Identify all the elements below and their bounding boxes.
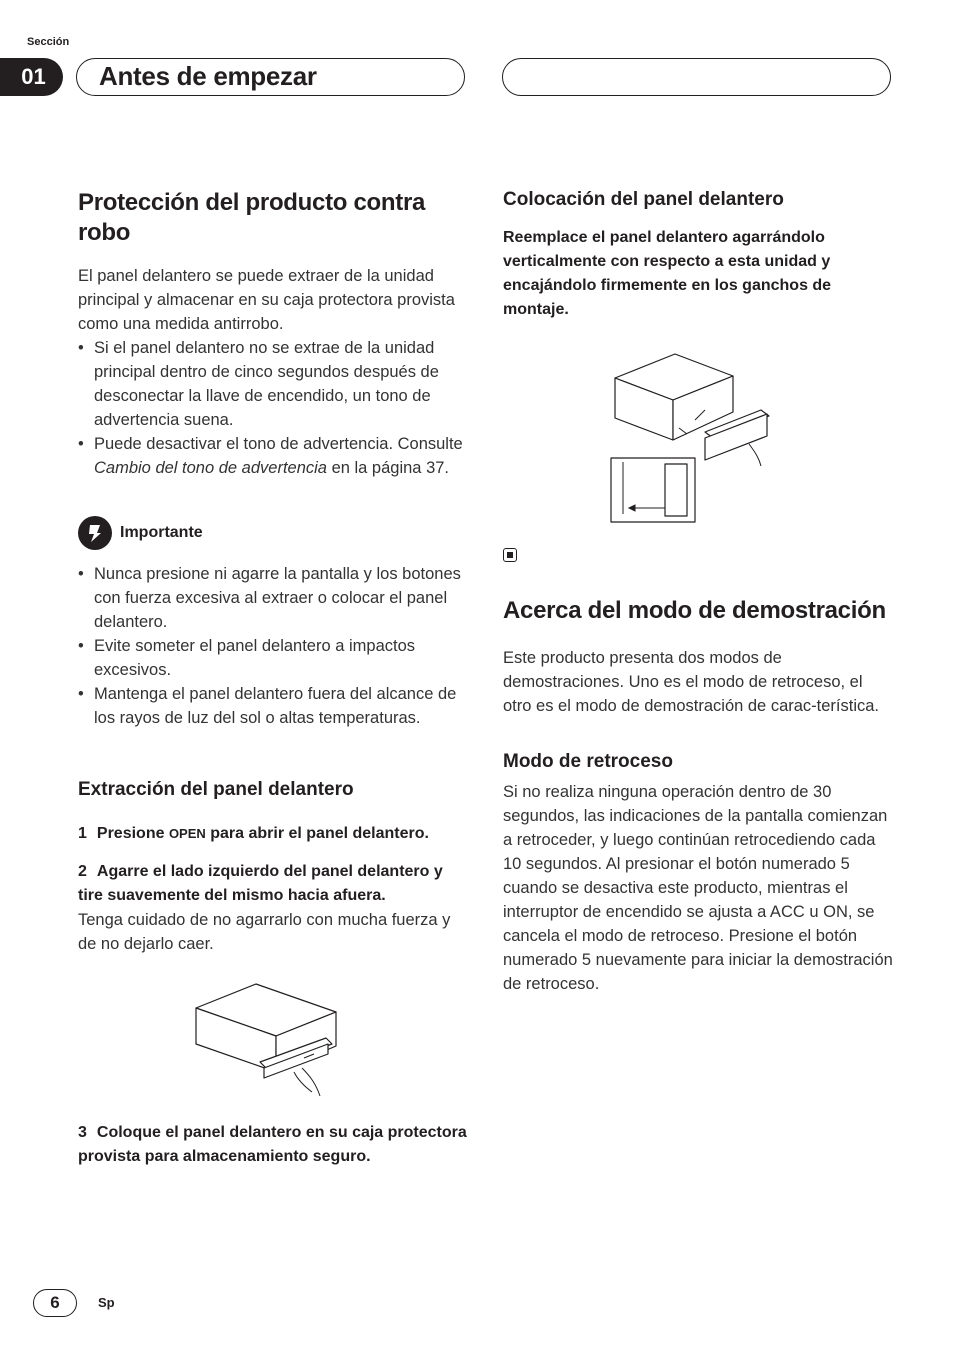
removal-step-3 <box>78 1121 468 1169</box>
removal-heading: Extracción del panel delantero <box>78 779 354 800</box>
end-of-section-icon <box>503 548 517 562</box>
title-pill <box>76 58 465 96</box>
step-number: 1 <box>78 825 87 842</box>
removal-step-2 <box>78 860 468 908</box>
right-column <box>503 188 893 996</box>
step-1-post: para abrir el panel delantero. <box>205 825 429 842</box>
theft-bullet-2 <box>78 432 468 480</box>
theft-intro: El panel delantero se puede extraer de la unidad principal y almacenar en su caja protectora provista como una medida antirrobo. <box>78 267 455 333</box>
important-item: • Nunca presione ni agarre la pantalla y los botones con fuerza excesiva al extraer o colocar el panel delantero. <box>78 562 468 634</box>
step-number: 3 <box>78 1124 87 1141</box>
rewind-heading: Modo de retroceso <box>503 751 673 772</box>
theft-heading: Protección del producto contra robo <box>78 189 426 246</box>
attach-illustration <box>503 348 893 528</box>
important-item: • Mantenga el panel delantero fuera del alcance de los rayos de luz del sol o altas temperaturas. <box>78 682 468 730</box>
attach-heading: Colocación del panel delantero <box>503 189 784 210</box>
removal-step-1 <box>78 822 468 846</box>
empty-header-pill <box>502 58 891 96</box>
step-1-pre: Presione <box>96 825 169 842</box>
demo-heading: Acerca del modo de demostración <box>503 597 886 624</box>
demo-intro: Este producto presenta dos modos de demostraciones. Uno es el modo de retroceso, el otro es el modo de demostración de carac-terística. <box>503 649 880 715</box>
language-code: Sp <box>98 1295 115 1310</box>
theft-bullet-1: • Si el panel delantero no se extrae de la unidad principal dentro de cinco segundos después de desconectar la llave de encendido, un tono de advertencia suena. <box>78 336 468 432</box>
important-label: Importante <box>120 524 203 541</box>
attach-instruction: Reemplace el panel delantero agarrándolo verticalmente con respecto a esta unidad y encajándolo firmemente en los ganchos de montaje. <box>503 229 832 318</box>
section-label: Sección <box>27 36 70 48</box>
step-number: 2 <box>78 863 87 880</box>
removal-step-2-note: Tenga cuidado de no agarrarlo con mucha fuerza y de no dejarlo caer. <box>78 911 451 953</box>
important-icon <box>78 516 112 550</box>
bullet-2-post: en la página 37. <box>326 459 450 477</box>
section-number-badge: 01 <box>0 58 63 96</box>
cross-reference: Cambio del tono de advertencia <box>94 459 327 477</box>
important-bullets <box>78 562 468 730</box>
removal-illustration <box>78 980 468 1103</box>
left-column <box>78 188 468 1169</box>
open-key-label: OPEN <box>168 826 206 841</box>
rewind-body: Si no realiza ninguna operación dentro de 30 segundos, las indicaciones de la pantalla comienzan a retroceder, y luego continúan retrocediendo cada 10 segundos. Al presionar el botón numerado 5 cuando se desactiva este producto, mientras el interruptor de encendido se ajusta a ACC u ON, se cancela el modo de retroceso. Presione el botón numerado 5 nuevamente para iniciar la demostración de retroceso. <box>503 783 893 993</box>
page-number: 6 <box>33 1289 77 1317</box>
important-item: • Evite someter el panel delantero a impactos excesivos. <box>78 634 468 682</box>
step-2-text: Agarre el lado izquierdo del panel delantero y tire suavemente del mismo hacia afuera. <box>78 863 443 904</box>
theft-bullets <box>78 336 468 480</box>
bullet-2-pre: Puede desactivar el tono de advertencia. Consulte <box>94 435 463 453</box>
important-header <box>78 516 468 550</box>
step-3-text: Coloque el panel delantero en su caja protectora provista para almacenamiento seguro. <box>78 1124 467 1165</box>
page-title: Antes de empezar <box>99 61 317 91</box>
